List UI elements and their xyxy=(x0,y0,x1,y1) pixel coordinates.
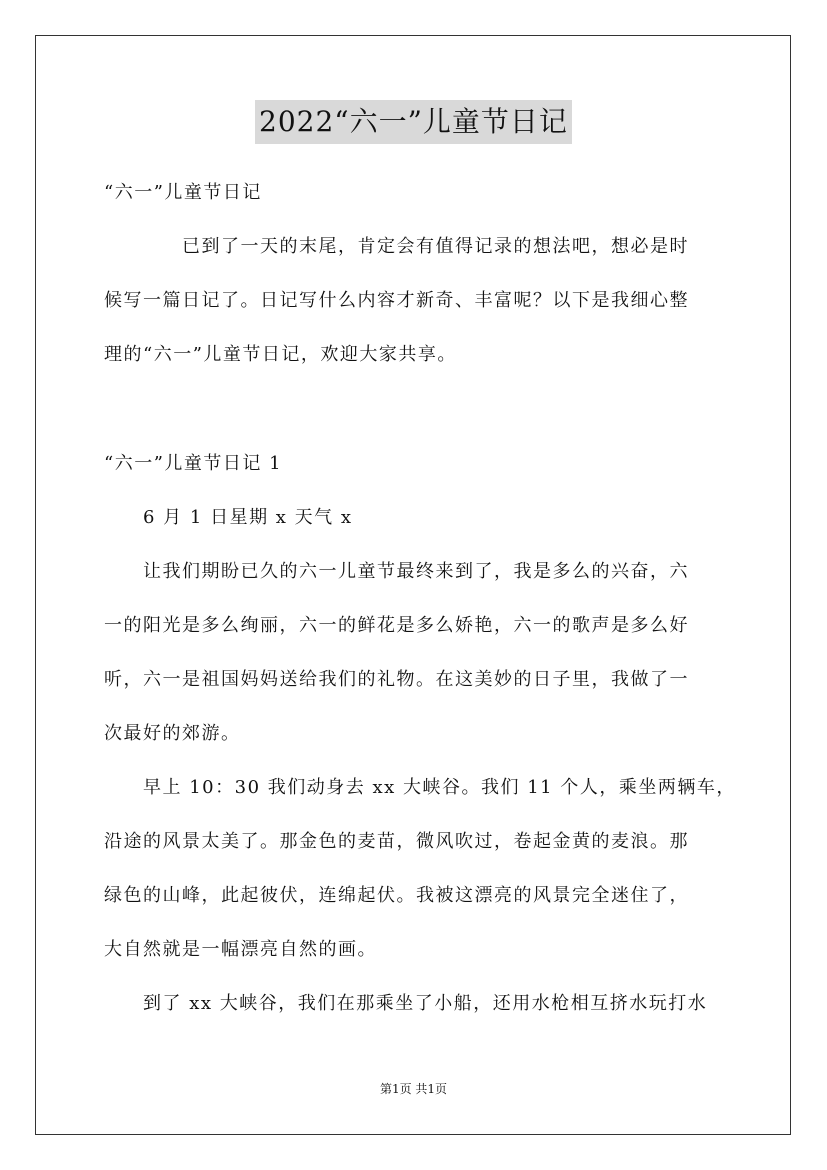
intro-line: 已到了一天的末尾，肯定会有值得记录的想法吧，想必是时 xyxy=(104,236,689,257)
paragraph-3 xyxy=(104,977,726,1031)
page-number: 第1页 共1页 xyxy=(379,1082,448,1096)
page-footer xyxy=(0,1080,827,1097)
paragraph-line: 一的阳光是多么绚丽，六一的鲜花是多么娇艳，六一的歌声是多么好 xyxy=(104,615,689,636)
date-line: 6 月 1 日星期 x 天气 x xyxy=(104,507,353,528)
paragraph-2 xyxy=(104,761,736,977)
intro-line: 候写一篇日记了。日记写什么内容才新奇、丰富呢？以下是我细心整 xyxy=(104,290,689,311)
subtitle: “六一”儿童节日记 xyxy=(104,182,262,203)
paragraph-line: 听，六一是祖国妈妈送给我们的礼物。在这美妙的日子里，我做了一 xyxy=(104,669,689,690)
paragraph-line: 大自然就是一幅漂亮自然的画。 xyxy=(104,939,377,960)
title-container xyxy=(0,100,827,144)
section-title: “六一”儿童节日记 1 xyxy=(104,453,283,474)
paragraph-1 xyxy=(104,545,726,761)
paragraph-line: 沿途的风景太美了。那金色的麦苗，微风吹过，卷起金黄的麦浪。那 xyxy=(104,831,689,852)
paragraph-line: 早上 10：30 我们动身去 xx 大峡谷。我们 11 个人，乘坐两辆车， xyxy=(104,777,736,798)
paragraph-line: 让我们期盼已久的六一儿童节最终来到了，我是多么的兴奋，六 xyxy=(104,561,689,582)
intro-line: 理的“六一”儿童节日记，欢迎大家共享。 xyxy=(104,344,457,365)
intro-paragraph xyxy=(104,220,726,382)
paragraph-line: 次最好的郊游。 xyxy=(104,723,241,744)
document-title: 2022“六一”儿童节日记 xyxy=(255,100,572,144)
paragraph-line: 绿色的山峰，此起彼伏，连绵起伏。我被这漂亮的风景完全迷住了， xyxy=(104,885,689,906)
paragraph-line: 到了 xx 大峡谷，我们在那乘坐了小船，还用水枪相互挤水玩打水 xyxy=(104,993,708,1014)
